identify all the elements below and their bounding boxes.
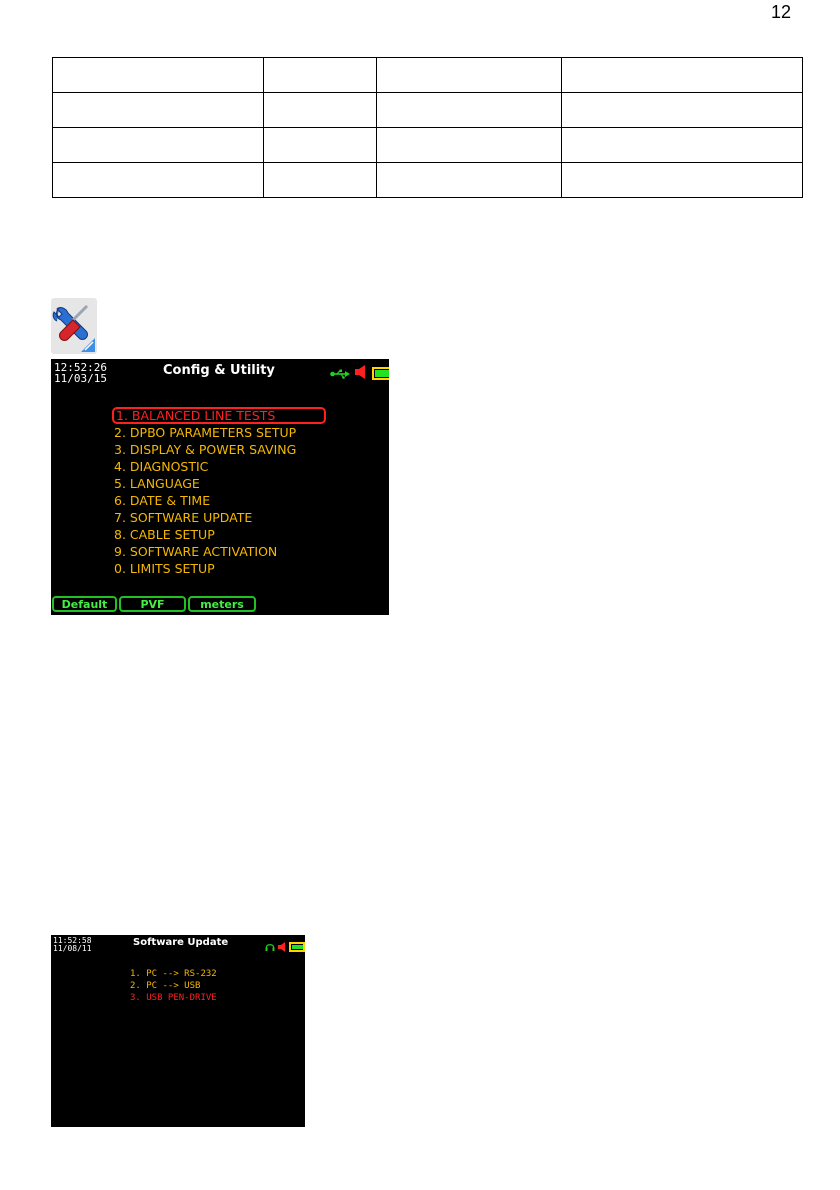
date-readout: 11/08/11 <box>53 944 92 953</box>
screen-title: Software Update <box>133 937 229 948</box>
menu-item-cable-setup[interactable]: 8. CABLE SETUP <box>114 527 215 542</box>
table-cell <box>376 128 562 163</box>
table-cell <box>562 93 803 128</box>
menu-item-limits-setup[interactable]: 0. LIMITS SETUP <box>114 561 215 576</box>
status-bar <box>330 364 389 383</box>
table-row <box>53 128 803 163</box>
software-update-screen <box>51 935 305 1127</box>
table-cell <box>263 58 376 93</box>
table-row <box>53 58 803 93</box>
config-menu <box>112 407 326 577</box>
menu-item-diagnostic[interactable]: 4. DIAGNOSTIC <box>114 459 209 474</box>
table-cell <box>376 163 562 198</box>
menu-item-usb-pen-drive[interactable]: 3. USB PEN-DRIVE <box>130 993 217 1003</box>
speaker-icon <box>355 364 367 383</box>
menu-item-pc-usb[interactable]: 2. PC --> USB <box>130 981 201 991</box>
table-row <box>53 93 803 128</box>
update-source-menu <box>130 968 217 1004</box>
usb-icon <box>330 364 350 383</box>
screen-title: Config & Utility <box>163 363 275 378</box>
wrench-screwdriver-icon <box>51 298 97 354</box>
softkey-bar <box>52 596 256 612</box>
clock <box>53 937 92 953</box>
status-bar <box>265 937 305 956</box>
table-cell <box>562 163 803 198</box>
menu-item-balanced-line-tests[interactable]: 1. BALANCED LINE TESTS <box>112 407 326 424</box>
table-cell <box>53 163 264 198</box>
table-cell <box>376 93 562 128</box>
menu-item-software-update[interactable]: 7. SOFTWARE UPDATE <box>114 510 253 525</box>
clock <box>54 362 107 384</box>
config-utility-screen <box>51 359 389 615</box>
menu-item-dpbo-parameters-setup[interactable]: 2. DPBO PARAMETERS SETUP <box>114 425 297 440</box>
speaker-icon <box>278 937 286 956</box>
menu-item-software-activation[interactable]: 9. SOFTWARE ACTIVATION <box>114 544 278 559</box>
menu-item-date-time[interactable]: 6. DATE & TIME <box>114 493 211 508</box>
headset-icon <box>265 937 275 956</box>
table-cell <box>263 93 376 128</box>
softkey-pvf[interactable]: PVF <box>119 596 186 612</box>
table-cell <box>263 163 376 198</box>
table-cell <box>53 93 264 128</box>
spec-table <box>52 57 803 198</box>
date-readout: 11/03/15 <box>54 372 107 385</box>
table-cell <box>562 128 803 163</box>
table-cell <box>53 58 264 93</box>
time-readout: 11:52:58 <box>53 936 92 945</box>
menu-item-display-power-saving[interactable]: 3. DISPLAY & POWER SAVING <box>114 442 297 457</box>
battery-icon <box>372 367 389 380</box>
table-cell <box>562 58 803 93</box>
softkey-default[interactable]: Default <box>52 596 117 612</box>
softkey-meters[interactable]: meters <box>188 596 256 612</box>
table-cell <box>263 128 376 163</box>
menu-item-pc-rs232[interactable]: 1. PC --> RS-232 <box>130 969 217 979</box>
table-cell <box>376 58 562 93</box>
time-readout: 12:52:26 <box>54 361 107 374</box>
page-number: 12 <box>771 2 792 22</box>
table-row <box>53 163 803 198</box>
battery-icon <box>289 942 305 952</box>
menu-item-language[interactable]: 5. LANGUAGE <box>114 476 200 491</box>
table-cell <box>53 128 264 163</box>
